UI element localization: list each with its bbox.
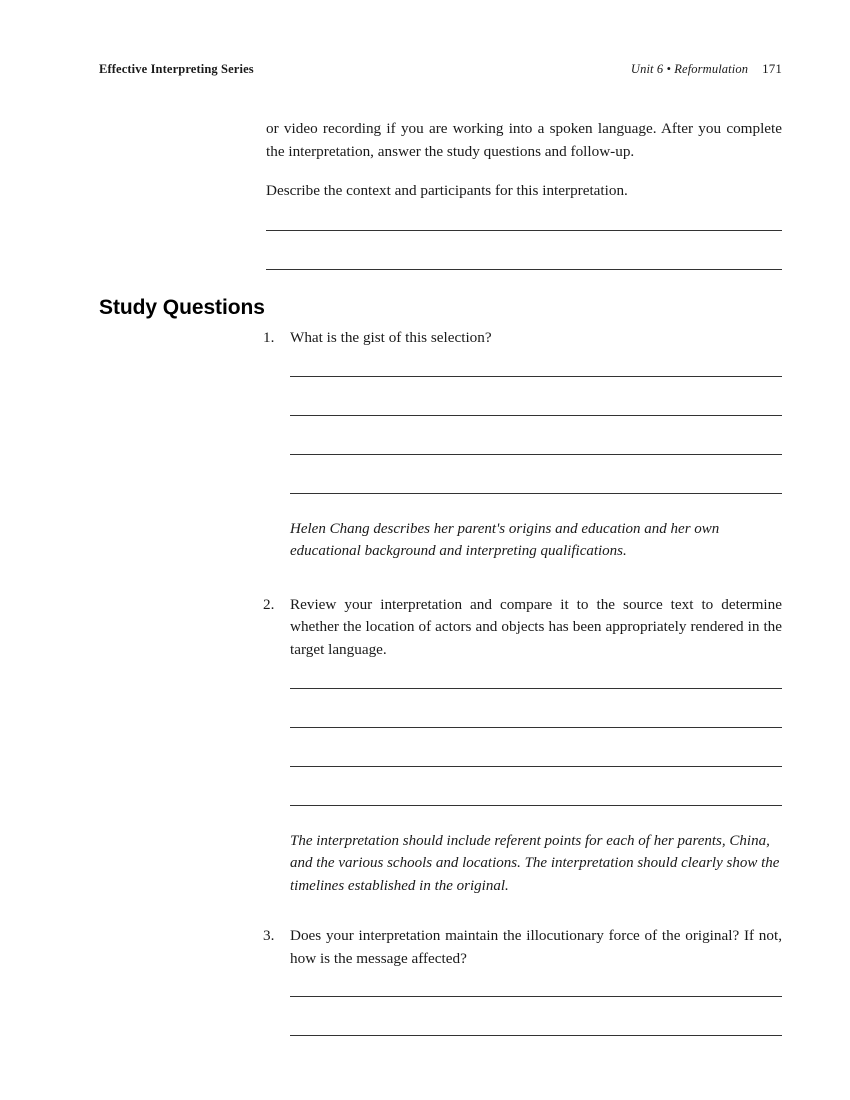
question-item-2 (263, 594, 782, 662)
answer-rule[interactable] (290, 1035, 782, 1036)
answer-rule[interactable] (290, 376, 782, 377)
question-number: 2. (263, 595, 275, 613)
running-head (99, 61, 782, 81)
question-2-answer-key: The interpretation should include referent points for each of her parents, China, and the various schools and locations. The interpretation should clearly show the timelines established in the original. (290, 833, 780, 894)
question-text: Review your interpretation and compare it to the source text to determine whether the location of actors and objects has been appropriately rendered in the target language. (290, 595, 782, 658)
intro-answer-rules (266, 230, 782, 270)
running-head-series-title: Effective Interpreting Series (99, 62, 254, 76)
answer-rule[interactable] (290, 493, 782, 494)
answer-rule[interactable] (290, 688, 782, 689)
question-2-answer-rules (290, 688, 782, 807)
question-item-3 (263, 925, 782, 970)
answer-rule[interactable] (290, 415, 782, 416)
question-item-1 (263, 327, 782, 350)
question-text: Does your interpretation maintain the illocutionary force of the original? If not, how is the message affected? (290, 926, 782, 967)
intro-paragraph-2: Describe the context and participants for this interpretation. (266, 182, 628, 200)
question-number: 1. (263, 329, 275, 346)
answer-rule[interactable] (290, 805, 782, 806)
running-head-unit: Unit 6 • Reformulation (630, 62, 749, 76)
study-questions-list (263, 327, 782, 1036)
intro-paragraph-1: or video recording if you are working into a spoken language. After you complete the interpretation, answer the study questions and follow-up. (266, 120, 782, 160)
question-1-answer-key: Helen Chang describes her parent's origins and education and her own educational background and interpreting qualifications. (290, 521, 720, 560)
intro-body-column (266, 118, 782, 270)
answer-rule[interactable] (290, 727, 782, 728)
spacer (263, 897, 782, 925)
question-number: 3. (263, 926, 275, 944)
section-heading-study-questions: Study Questions (99, 296, 265, 319)
page-number: 171 (762, 61, 782, 76)
spacer (263, 563, 782, 594)
answer-rule[interactable] (266, 230, 782, 231)
running-head-right (631, 61, 782, 77)
answer-rule[interactable] (290, 454, 782, 455)
answer-rule[interactable] (290, 766, 782, 767)
answer-rule[interactable] (266, 269, 782, 270)
question-3-answer-rules (290, 996, 782, 1036)
question-text: What is the gist of this selection? (290, 329, 492, 346)
question-1-answer-rules (290, 376, 782, 495)
answer-rule[interactable] (290, 996, 782, 997)
